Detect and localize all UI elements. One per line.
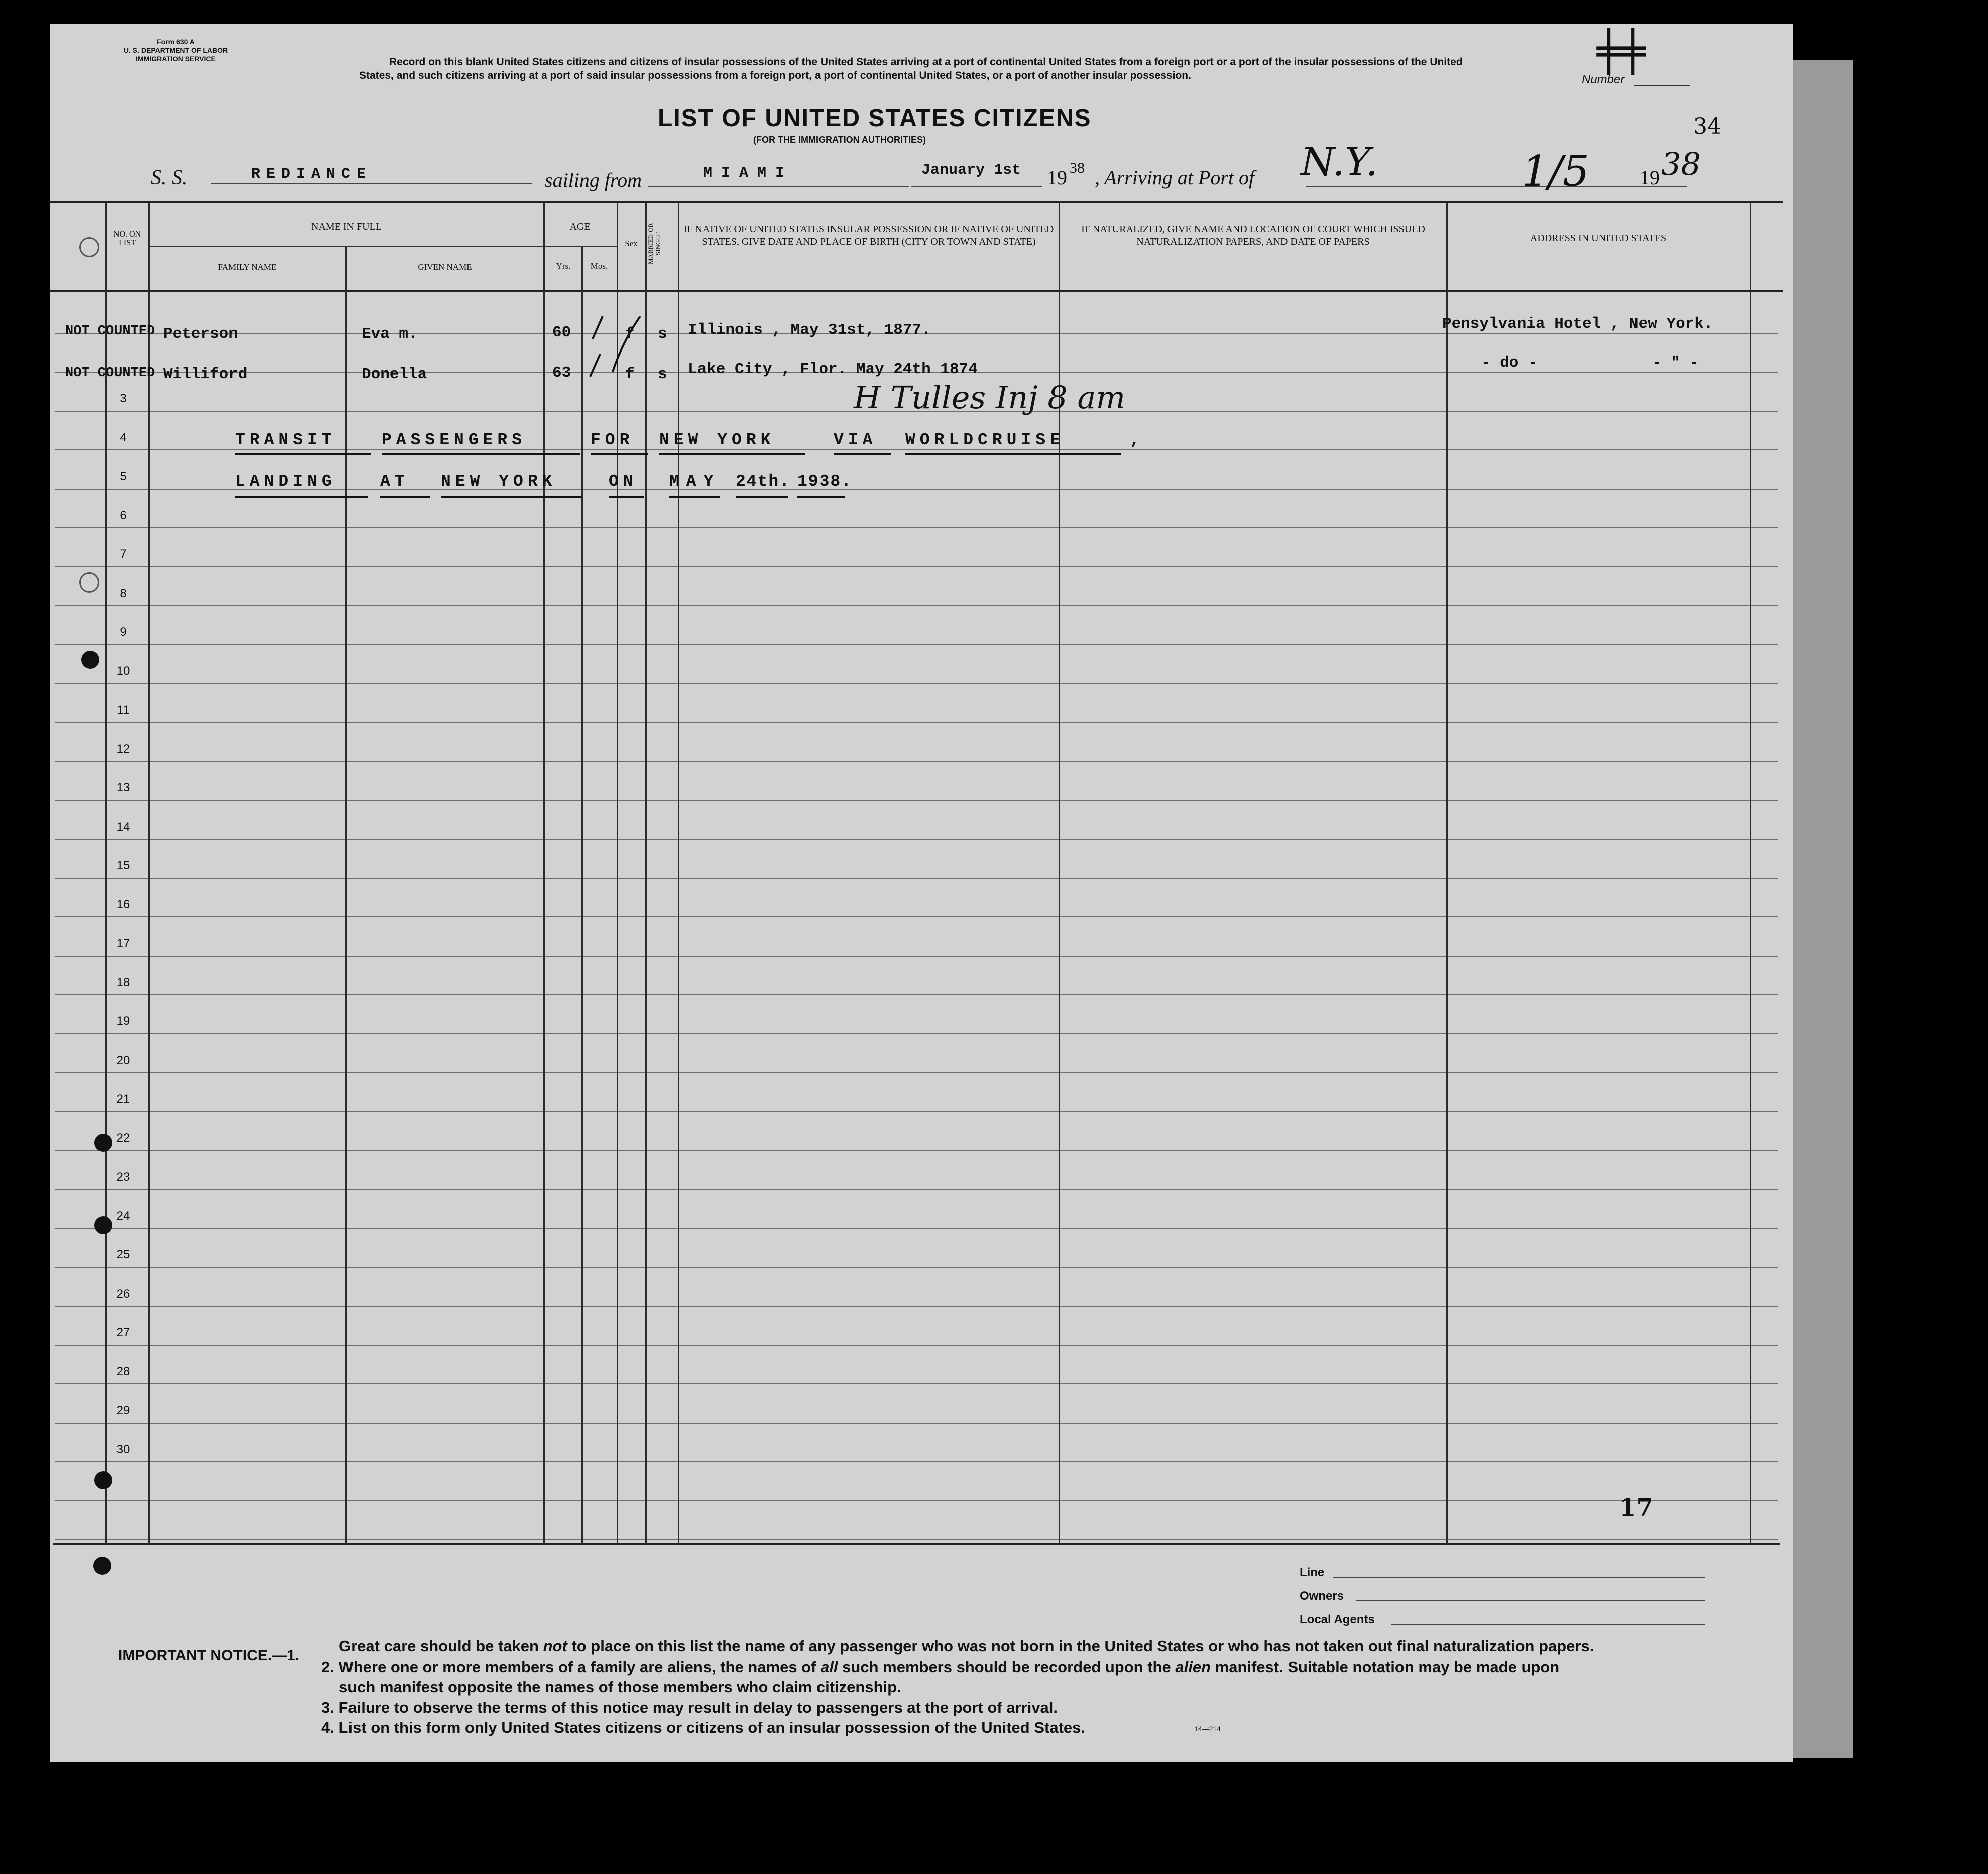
ruled-line	[55, 644, 1778, 645]
row-number: 9	[120, 625, 127, 639]
transit-word: WORLDCRUISE	[905, 431, 1065, 449]
owners-label: Owners	[1300, 1589, 1344, 1603]
ruled-line	[55, 1111, 1778, 1112]
row-number: 23	[116, 1170, 130, 1184]
underline	[441, 496, 581, 498]
marital-status: s	[658, 325, 667, 343]
row-number: 20	[116, 1053, 130, 1067]
col-rule	[543, 203, 545, 1544]
col-rule	[581, 246, 583, 1544]
ruled-line	[55, 878, 1778, 879]
row-number: 18	[116, 976, 130, 989]
arriving-label: , Arriving at Port of	[1095, 166, 1255, 189]
transit-word: LANDING	[235, 472, 336, 491]
line-rule	[1333, 1577, 1705, 1578]
ruled-line	[55, 839, 1778, 840]
ruled-line	[55, 1150, 1778, 1151]
notice-emphasis: alien	[1175, 1658, 1211, 1676]
age-tick-marks	[572, 311, 643, 387]
transit-word: NEW YORK	[441, 472, 557, 491]
from-line	[648, 186, 909, 187]
col-rule	[345, 246, 347, 1544]
not-counted-stamp: NOT COUNTED	[65, 366, 155, 381]
col-rule	[105, 203, 107, 1544]
ruled-line	[55, 1267, 1778, 1268]
notice-item-3: 3. Failure to observe the terms of this notice may result in delay to passengers at the port of arrival.	[321, 1699, 1058, 1716]
col-header-name: NAME IN FULL	[311, 221, 382, 232]
print-code: 14—214	[1194, 1725, 1221, 1733]
col-header-married: MARRIED OR SINGLE	[647, 223, 662, 264]
ditto-mark: - do -	[1481, 354, 1538, 372]
binder-hole	[94, 1216, 112, 1234]
row-number: 10	[116, 664, 130, 678]
binder-hole	[79, 572, 99, 593]
col-header-given: GIVEN NAME	[418, 262, 472, 272]
col-header-address: ADDRESS IN UNITED STATES	[1530, 232, 1667, 244]
notice-text: manifest. Suitable notation may be made upon	[1215, 1658, 1560, 1676]
ruled-line	[55, 1345, 1778, 1346]
birth-place-date: Lake City , Flor. May 24th 1874	[688, 361, 978, 378]
transit-word: PASSENGERS	[382, 431, 527, 449]
notice-emphasis: all	[821, 1658, 838, 1676]
transit-word: 24th.	[736, 472, 791, 491]
notice-item-2	[321, 1658, 1559, 1676]
table-top-border	[50, 201, 1783, 203]
number-line	[1634, 85, 1690, 86]
ruled-line	[55, 1306, 1778, 1307]
line-label: Line	[1300, 1566, 1325, 1579]
ruled-line	[55, 683, 1778, 684]
age-sub-rule	[543, 246, 617, 247]
ruled-line	[55, 605, 1778, 606]
ruled-line	[55, 1500, 1778, 1501]
agents-rule	[1391, 1624, 1705, 1625]
us-address: Pensylvania Hotel , New York.	[1442, 315, 1713, 333]
arrival-year-prefix: 19	[1640, 166, 1660, 189]
corner-mark: 34	[1693, 113, 1721, 139]
given-name: Eva m.	[362, 325, 418, 343]
sailing-label: sailing from	[545, 169, 642, 191]
underline	[380, 496, 430, 498]
form-number-block	[110, 38, 241, 63]
col-rule	[1750, 203, 1751, 1544]
ruled-line	[55, 1228, 1778, 1229]
form-instructions: Record on this blank United States citizens and citizens of insular possessions of the United States arriving at a port of continental United States from a foreign port or a port of the insular possessions of the United States, and such citizens arriving at a port of said insular possessions from a foreign port, a port of continental United States, or a port of another insular possession.	[359, 56, 1463, 81]
binder-hole	[94, 1134, 112, 1152]
transit-word: VIA	[834, 431, 877, 449]
underline	[797, 496, 845, 498]
row-number: 3	[120, 392, 127, 405]
ruled-line	[55, 527, 1778, 528]
given-name: Donella	[362, 366, 427, 383]
transit-word: FOR	[591, 431, 634, 449]
col-header-mos: Mos.	[590, 261, 608, 271]
name-sub-rule	[148, 246, 543, 247]
row-number: 12	[116, 742, 130, 756]
col-rule	[678, 203, 679, 1544]
arrival-port: N.Y.	[1301, 140, 1378, 185]
ruled-line	[55, 722, 1778, 723]
arrival-year: 38	[1661, 146, 1701, 182]
family-name: Peterson	[163, 325, 238, 343]
age-years: 60	[552, 324, 571, 341]
birth-place-date: Illinois , May 31st, 1877.	[688, 321, 931, 339]
binder-hole	[94, 1471, 112, 1489]
underline	[235, 453, 371, 455]
underline	[235, 496, 368, 498]
ruled-line	[55, 956, 1778, 957]
col-rule	[148, 203, 150, 1544]
underline	[382, 453, 580, 455]
service: IMMIGRATION SERVICE	[136, 55, 216, 63]
transit-word: ON	[609, 472, 638, 491]
owners-rule	[1356, 1600, 1705, 1601]
department: U. S. DEPARTMENT OF LABOR	[123, 46, 228, 54]
col-header-sex: Sex	[625, 239, 638, 248]
ruled-line	[55, 1072, 1778, 1073]
notice-text: 2. Where one or more members of a family are aliens, the names of	[321, 1658, 816, 1676]
notice-emphasis: not	[543, 1637, 567, 1655]
ruled-line	[55, 1423, 1778, 1424]
row-number: 30	[116, 1443, 130, 1456]
notice-title: IMPORTANT NOTICE.—1.	[118, 1647, 300, 1664]
row-number: 8	[120, 587, 127, 600]
notice-text: such members should be recorded upon the	[842, 1658, 1171, 1676]
ruled-line	[55, 1539, 1778, 1540]
sailing-year-prefix: 19	[1047, 166, 1067, 189]
underline	[736, 496, 788, 498]
transit-word: NEW YORK	[659, 431, 775, 449]
underline	[834, 453, 891, 455]
ruled-line	[55, 1461, 1778, 1462]
date-line	[911, 186, 1042, 187]
row-number: 5	[120, 470, 127, 483]
from-port: MIAMI	[703, 165, 794, 182]
row-number: 4	[120, 431, 127, 444]
col-header-no: NO. ON LIST	[113, 230, 141, 247]
ruled-line	[55, 1189, 1778, 1190]
row-number: 26	[116, 1287, 130, 1301]
number-label: Number	[1582, 73, 1625, 86]
ss-label: S. S.	[151, 166, 188, 189]
transit-word: 1938.	[797, 472, 853, 491]
notice-text: Great care should be taken	[339, 1637, 539, 1655]
sailing-date: January 1st	[921, 162, 1021, 179]
family-name: Williford	[163, 366, 248, 383]
row-number: 27	[116, 1326, 130, 1339]
ruled-line	[55, 994, 1778, 995]
row-number: 24	[116, 1209, 130, 1223]
sex: f	[625, 325, 635, 343]
sex: f	[625, 366, 635, 383]
transit-word: TRANSIT	[235, 431, 336, 449]
row-number: 6	[120, 509, 127, 522]
notice-item-2-cont: such manifest opposite the names of those members who claim citizenship.	[339, 1678, 901, 1696]
notice-item-1	[339, 1637, 1594, 1655]
arrival-line	[1306, 186, 1687, 187]
underline	[905, 453, 1121, 455]
marital-status: s	[658, 366, 667, 383]
sailing-year: 38	[1070, 160, 1085, 176]
row-number: 28	[116, 1365, 130, 1378]
row-number: 21	[116, 1092, 130, 1106]
ruled-line	[55, 566, 1778, 567]
col-header-birth: IF NATIVE OF UNITED STATES INSULAR POSSESSION OR IF NATIVE OF UNITED STATES, GIVE DATE AND PLACE OF BIRTH (CITY OR TOWN AND STATE)	[683, 224, 1054, 247]
page-title: LIST OF UNITED STATES CITIZENS	[658, 105, 1092, 132]
row-number: 11	[116, 703, 130, 717]
underline	[659, 453, 805, 455]
ship-line	[211, 183, 532, 184]
row-number: 13	[116, 781, 130, 794]
binder-hole	[93, 1557, 111, 1575]
transit-word: MAY	[669, 472, 721, 491]
col-rule	[617, 203, 618, 1544]
row-number: 16	[116, 898, 130, 911]
col-header-family: FAMILY NAME	[218, 262, 277, 272]
row-number: 15	[116, 859, 130, 872]
ruled-line	[55, 1033, 1778, 1034]
underline	[591, 453, 648, 455]
ruled-line	[55, 761, 1778, 762]
ruled-line	[55, 449, 1778, 450]
ruled-line	[55, 800, 1778, 801]
notice-text: to place on this list the name of any passenger who was not born in the United States or who has not taken out final naturalization papers.	[571, 1637, 1594, 1655]
col-rule	[1446, 203, 1448, 1544]
row-number: 29	[116, 1403, 130, 1417]
transit-word: ,	[1130, 431, 1144, 449]
row-number: 17	[116, 936, 130, 950]
ruled-line	[55, 1383, 1778, 1384]
underline	[609, 496, 644, 498]
arrival-date: 1/5	[1522, 147, 1590, 196]
col-header-yrs: Yrs.	[556, 261, 571, 271]
page-count: 17	[1619, 1494, 1653, 1522]
row-number: 19	[116, 1014, 130, 1028]
handwritten-annotation: H Tulles Inj 8 am	[854, 379, 1126, 416]
page-subtitle: (FOR THE IMMIGRATION AUTHORITIES)	[753, 135, 926, 145]
ditto-mark: - " -	[1652, 354, 1699, 372]
not-counted-stamp: NOT COUNTED	[65, 324, 155, 339]
col-rule	[645, 203, 647, 1544]
table-header-border	[50, 290, 1783, 292]
number-stamp: ╪╪	[1597, 28, 1646, 75]
transit-word: AT	[380, 472, 409, 491]
age-years: 63	[552, 364, 571, 382]
row-number: 14	[116, 820, 130, 834]
row-number: 22	[116, 1131, 130, 1145]
col-header-age: AGE	[569, 221, 591, 232]
form-number: Form 630 A	[157, 38, 195, 46]
ruled-line	[55, 916, 1778, 917]
binder-hole	[79, 237, 99, 257]
row-number: 25	[116, 1248, 130, 1261]
col-header-naturalized: IF NATURALIZED, GIVE NAME AND LOCATION OF COURT WHICH ISSUED NATURALIZATION PAPERS, AND DATE OF PAPERS	[1081, 224, 1425, 247]
underline	[669, 496, 720, 498]
row-number: 7	[120, 547, 127, 561]
binder-hole	[81, 651, 99, 669]
ship-name: REDIANCE	[251, 166, 372, 183]
table-bottom-border	[53, 1543, 1780, 1545]
notice-item-4: 4. List on this form only United States citizens or citizens of an insular possession of the United States.	[321, 1719, 1085, 1736]
agents-label: Local Agents	[1300, 1613, 1375, 1626]
